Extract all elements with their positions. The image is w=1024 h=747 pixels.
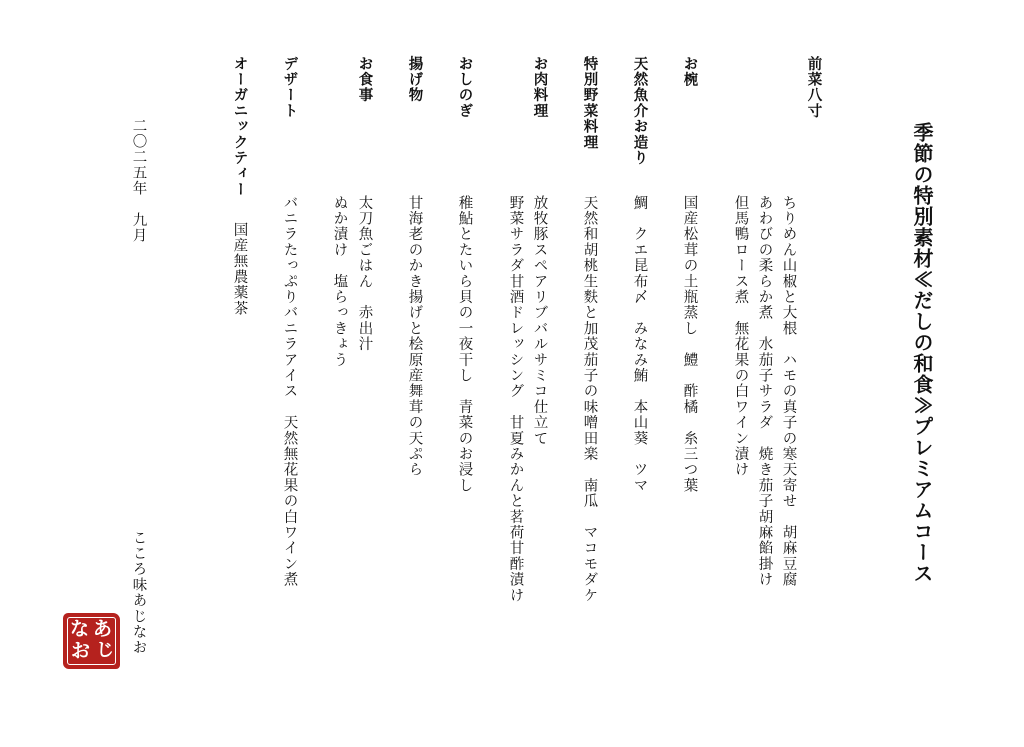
course-name-dessert: デザート: [281, 56, 299, 119]
course-name-owan: お椀: [681, 56, 699, 88]
course-item: 太刀魚ごはん 赤出汁: [356, 195, 373, 352]
course-name-yasai: 特別野菜料理: [581, 56, 599, 151]
seal-logo: あ じ な お: [63, 613, 120, 669]
shop-name: こころ味あじなお: [130, 530, 147, 656]
course-item: 放牧豚スペアリブバルサミコ仕立て: [531, 195, 548, 447]
course-name-otsukuri: 天然魚介お造り: [631, 56, 649, 166]
course-name-tea: オーガニックティー: [231, 56, 249, 198]
course-item: 鯛 クエ昆布〆 みなみ鮪 本山葵 ツマ: [631, 195, 648, 494]
menu-date: 二〇二五年 九月: [130, 118, 147, 244]
course-name-agemono: 揚げ物: [406, 56, 424, 104]
menu-title: 季節の特別素材≪だしの和食≫プレミアムコース: [910, 122, 934, 584]
course-item: 野菜サラダ甘酒ドレッシング 甘夏みかんと茗荷甘酢漬け: [507, 195, 524, 604]
course-item: ぬか漬け 塩らっきょう: [331, 195, 348, 368]
course-item: バニラたっぷりバニラアイス 天然無花果の白ワイン煮: [281, 195, 298, 588]
course-item: ちりめん山椒と大根 ハモの真子の寒天寄せ 胡麻豆腐: [780, 195, 797, 588]
course-name-oniku: お肉料理: [531, 56, 549, 119]
course-name-oshinogi: おしのぎ: [456, 56, 474, 119]
course-item: 国産松茸の土瓶蒸し 鱧 酢橘 糸三つ葉: [681, 195, 698, 494]
course-item: 甘海老のかき揚げと桧原産舞茸の天ぷら: [406, 195, 423, 478]
course-item: 国産無農薬茶: [231, 222, 248, 317]
course-item: あわびの柔らか煮 水茄子サラダ 焼き茄子胡麻餡掛け: [756, 195, 773, 588]
course-item: 稚鮎とたいら貝の一夜干し 青菜のお浸し: [456, 195, 473, 494]
course-name-zensai: 前菜八寸: [805, 56, 823, 119]
course-name-oshokuji: お食事: [356, 56, 374, 104]
course-item: 天然和胡桃生麩と加茂茄子の味噌田楽 南瓜 マコモダケ: [581, 195, 598, 604]
course-item: 但馬鴨ロース煮 無花果の白ワイン漬け: [732, 195, 749, 478]
